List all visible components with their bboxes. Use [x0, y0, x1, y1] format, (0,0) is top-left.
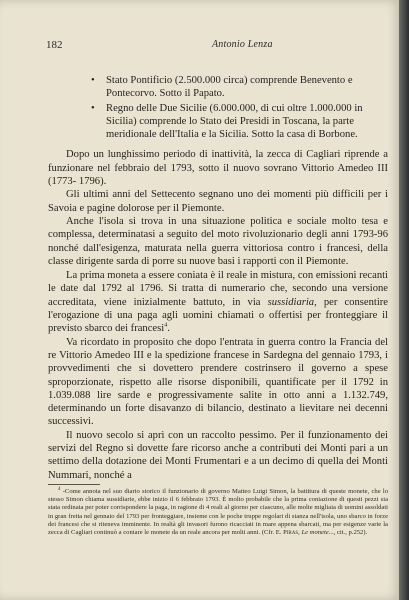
paragraph	[48, 269, 388, 335]
footnote-reference[interactable]: 4	[164, 322, 168, 329]
footnote	[48, 488, 388, 537]
paragraph: Anche l'isola si trova in una situazione politica e sociale molto tesa e complessa, determinatasi a seguito del moto rivoluzionario degli anni 1793-96 nonché dall'esigenza, maturata nella guerra vittoriosa contro i francesi, della classe dirigente sarda di porre su nuove basi i rapporti con il Piemonte.	[48, 215, 388, 267]
running-title: Antonio Lenza	[212, 39, 273, 50]
paragraph-text: La prima moneta a essere coniata è il reale in mistura, con emissioni recanti le date dal 1792 al 1796. Si tratta di numerario che, secondo una versione accreditata, viene inizialmente battuto, in via	[48, 270, 388, 308]
bullet-text: Regno delle Due Sicilie (6.000.000, di cui oltre 1.000.000 in Sicilia) comprende lo Stato dei Presidi in Toscana, la parte meridionale dell'Italia e la Sicilia. Sotto la casa di Borbone.	[106, 102, 363, 141]
bullet-icon: •	[91, 102, 95, 114]
bullet-icon: •	[91, 75, 95, 86]
paragraph: Dopo un lunghissimo periodo di inattività, la zecca di Cagliari riprende a funzionare nel febbraio del 1793, sotto il nuovo sovrano Vittorio Amedeo III (1773- 1796).	[48, 149, 388, 188]
footnote-rule	[48, 484, 100, 485]
bullet-item	[48, 74, 388, 101]
paragraph: Il nuovo secolo si aprì con un raccolto pessimo. Per il funzionamento dei servizi del Regno si dovette fare ricorso anche a contributi dei Monti pari a un settimo della dotazione dei Monti Frumentari e a un decimo di quella dei Monti Nummari, nonché a	[48, 429, 388, 481]
bullet-text: Stato Pontificio (2.500.000 circa) comprende Benevento e Pontecorvo. Sotto il Papato.	[106, 75, 353, 100]
body-text	[48, 74, 388, 482]
paragraph-text: .	[167, 323, 170, 335]
bullet-item	[48, 102, 388, 142]
footnote-text: -Come annota nel suo diario storico il funzionario di governo Matteo Luigi Simon, la battitura di queste monete, che lo stesso Simon chiama sussidiarie, ebbe inizio il 6 febbraio 1793. È molto probabile che la prima coniazione di questi pezzi sia stata ordinata per poter corrispondere la paga, in ragione di 4 reali al giorno per ciascuno, alle molte migliaia di uomini assoldati in gran fretta nel gennaio del 1793 per fronteggiare, insieme con le poche truppe regolari di stanza nell'isola, uno sbarco in forze dei francesi che si riteneva imminente. In realtà gli invasori furono ricacciati in mare appena sbarcati, ma per esigenze varie la zecca di Cagliari continuò a coniare le monete da un reale ancora per molti anni. (Cfr. E.	[48, 488, 388, 537]
italic-term: sussidiaria	[267, 296, 315, 308]
paragraph-text: , per consentire l'erogazione di una paga agli uomini chiamati o offertisi per fronteggiare il previsto sbarco dei francesi	[48, 296, 388, 335]
running-head	[46, 39, 384, 53]
footnote-text: ..., cit., p.252).	[328, 529, 368, 537]
page-edge-shadow	[399, 0, 409, 600]
footnote-text: ,	[298, 529, 302, 537]
paragraph: Gli ultimi anni del Settecento segnano uno dei momenti più difficili per i Savoia e pagine dolorose per il Piemonte.	[48, 189, 388, 214]
page-number: 182	[46, 39, 63, 51]
footnote-author: Piras	[283, 529, 299, 537]
footnote-work-title: Le monete	[301, 529, 329, 537]
paragraph: Va ricordato in proposito che dopo l'entrata in guerra contro la Francia del re Vittorio Amedeo III e la spedizione francese in Sardegna del gennaio 1793, i provvedimenti che si dovettero prendere costrinsero il governo a spese sproporzionate, rispetto alle risorse disponibili, quantificate per il 1792 in 1.039.088 lire sarde e progressivamente salite in otto anni a 1.132.749, determinando un forte disavanzo di bilancio, destinato a lievitare nei decenni successivi.	[48, 336, 388, 428]
footnote-marker: 4	[58, 486, 61, 492]
